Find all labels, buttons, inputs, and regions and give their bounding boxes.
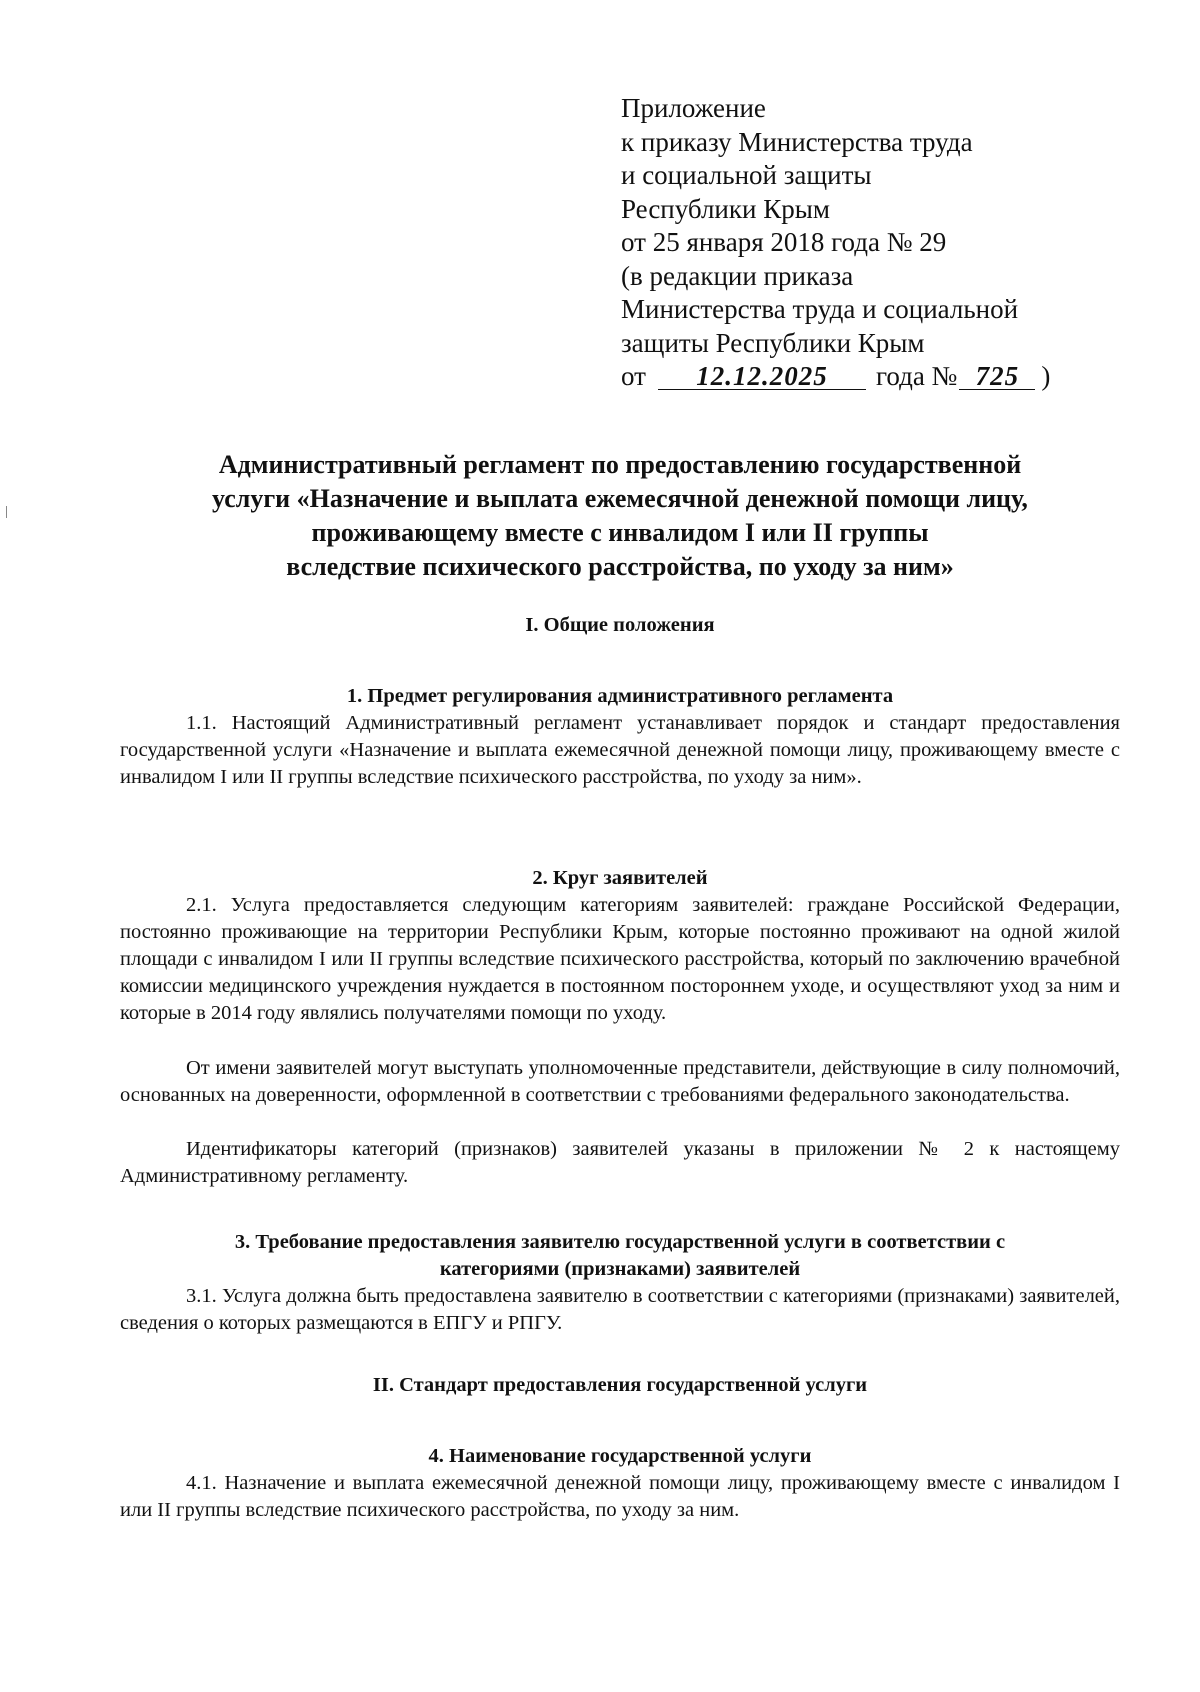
paragraph-2-3 bbox=[120, 1136, 1120, 1190]
paragraph-text: 4.1. Назначение и выплата ежемесячной денежной помощи лицу, проживающему вместе с инвалидом I или II группы вследствие психического расстройства, по уходу за ним. bbox=[120, 1472, 1120, 1521]
annex-line: (в редакции приказа bbox=[621, 260, 854, 291]
scan-margin-mark bbox=[6, 506, 7, 518]
document-title bbox=[120, 448, 1120, 584]
handwritten-date: 12.12.2025 bbox=[658, 363, 866, 390]
paragraph-text: 2.1. Услуга предоставляется следующим категориям заявителей: граждане Российской Федерации, постоянно проживающие на территории Республики Крым, которые постоянно проживают на одной жилой площади с инвалидом I или II группы вследствие психического расстройства, который по заключению врачебной комиссии медицинского учреждения нуждается в постоянном постороннем уходе, и осуществляют уход за ним и которые в 2014 году являлись получателями помощи по уходу. bbox=[120, 894, 1120, 1024]
paragraph-text: От имени заявителей могут выступать уполномоченные представители, действующие в силу полномочий, основанных на доверенности, оформленной в соответствии с требованиями федерального законодательства. bbox=[120, 1057, 1120, 1106]
paragraph-text: Идентификаторы категорий (признаков) заявителей указаны в приложении № 2 к настоящему Административному регламенту. bbox=[120, 1138, 1120, 1187]
annex-line: Министерства труда и социальной bbox=[621, 294, 1019, 324]
amendment-year-word: года № bbox=[875, 361, 958, 391]
subsection-heading-1: 1. Предмет регулирования административного регламента bbox=[346, 685, 894, 707]
annex-line: к приказу Министерства труда bbox=[621, 126, 973, 157]
annex-line: Республики Крым bbox=[621, 193, 830, 224]
title-line: Административный регламент по предоставлению государственной bbox=[218, 450, 1022, 479]
paragraph-2-2 bbox=[120, 1055, 1120, 1109]
subsection-heading-4: 4. Наименование государственной услуги bbox=[428, 1445, 812, 1467]
annex-line: Приложение bbox=[621, 93, 766, 123]
annex-line: защиты Республики Крым bbox=[621, 327, 925, 358]
title-line: услуги «Назначение и выплата ежемесячной денежной помощи лицу, bbox=[212, 484, 1028, 513]
paragraph-text: 1.1. Настоящий Административный регламент устанавливает порядок и стандарт предоставления государственной услуги «Назначение и выплата ежемесячной денежной помощи лицу, проживающему вместе с инвалидом I или II группы вследствие психического расстройства, по уходу за ним». bbox=[120, 712, 1120, 788]
paragraph-4-1 bbox=[120, 1470, 1120, 1524]
annex-line: от 25 января 2018 года № 29 bbox=[621, 227, 947, 257]
subsection-heading-2: 2. Круг заявителей bbox=[532, 867, 708, 889]
paragraph-2-1 bbox=[120, 892, 1120, 1027]
section-heading-general: I. Общие положения bbox=[525, 614, 715, 636]
title-line: проживающему вместе с инвалидом I или II группы bbox=[311, 518, 929, 547]
subsection-heading-3-line1: 3. Требование предоставления заявителю государственной услуги в соответствии с bbox=[234, 1231, 1006, 1253]
amendment-line bbox=[621, 360, 1121, 394]
handwritten-number: 725 bbox=[959, 363, 1035, 390]
amendment-prefix: от bbox=[621, 361, 646, 391]
annex-line: и социальной защиты bbox=[621, 160, 872, 190]
paragraph-1-1 bbox=[120, 710, 1120, 791]
section-heading-standard: II. Стандарт предоставления государственной услуги bbox=[372, 1374, 868, 1396]
title-line: вследствие психического расстройства, по уходу за ним» bbox=[286, 552, 954, 581]
annex-header bbox=[621, 92, 1121, 394]
subsection-heading-3-line2: категориями (признаками) заявителей bbox=[439, 1258, 801, 1280]
amendment-close: ) bbox=[1041, 361, 1051, 391]
paragraph-text: 3.1. Услуга должна быть предоставлена заявителю в соответствии с категориями (признаками) заявителей, сведения о которых размещаются в ЕПГУ и РПГУ. bbox=[120, 1285, 1120, 1334]
paragraph-3-1 bbox=[120, 1283, 1120, 1337]
